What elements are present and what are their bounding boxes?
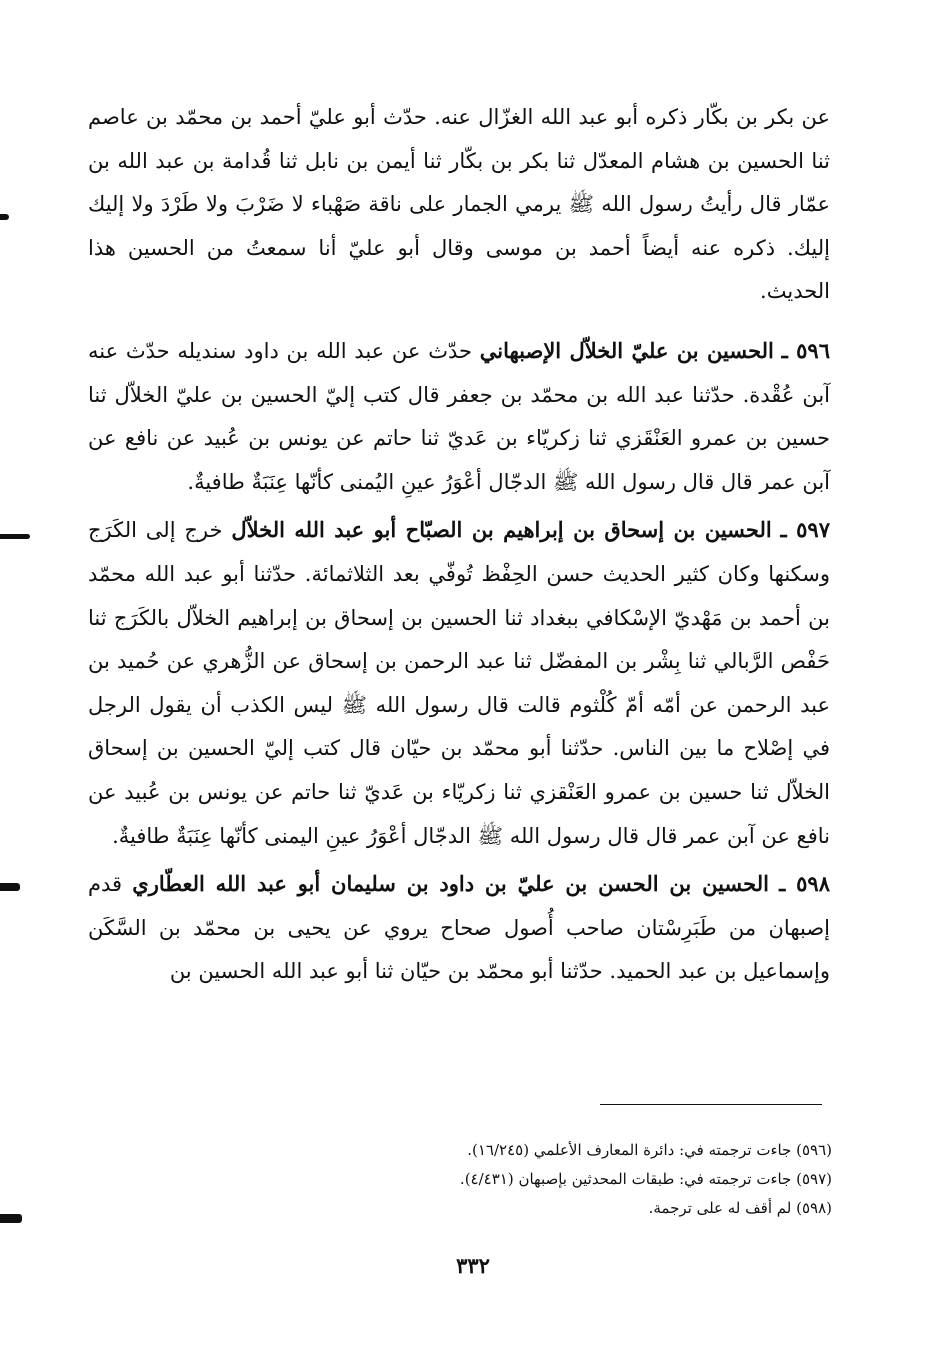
entry-text: حدّث عن عبد الله بن داود سنديله حدّث عنه آبن عُقْدة. حدّثنا عبد الله بن محمّد بن جعفر قال كتب إليّ الحسين بن عليّ الخلاّل ثنا حسين بن عمرو العَنْقَزي ثنا زكريّاء بن عَديّ ثنا حاتم عن يونس بن عُبيد عن نافع عن آبن عمر قال قال رسول الله ﷺ الدجّال أعْوَرُ عينِ اليُمنى كأنّها عِنَبَةٌ طافيةٌ.	[88, 338, 830, 494]
entry-heading: الحسين بن إسحاق بن إبراهيم بن الصبّاح أبو عبد الله الخلاّل	[231, 517, 772, 543]
entry-number: ٥٩٧ ـ	[780, 517, 830, 543]
entry-heading: الحسين بن الحسن بن عليّ بن داود بن سليمان أبو عبد الله العطّاري	[132, 871, 769, 897]
entry-598	[88, 862, 830, 994]
scan-edge-mark	[0, 883, 20, 891]
page-number: ٣٣٢	[456, 1253, 490, 1278]
scan-edge-mark	[0, 534, 30, 539]
entry-597	[88, 508, 830, 858]
footnote-598: (٥٩٨) لم أقف له على ترجمة.	[648, 1199, 832, 1217]
entry-text: خرج إلى الكَرَج وسكنها وكان كثير الحديث حسن الحِفْظ تُوفّي بعد الثلاثمائة. حدّثنا أبو عبد الله محمّد بن أحمد بن مَهْديّ الإسْكافي ببغداد ثنا الحسين بن إسحاق بن إبراهيم الخلاّل بالكَرَج ثنا حَفْص الرَّبالي ثنا بِشْر بن المفضّل ثنا عبد الرحمن بن إسحاق عن الزُّهري عن حُميد بن عبد الرحمن عن أمّه أمّ كُلْثوم قالت قال رسول الله ﷺ ليس الكذب أن يقول الرجل في إصْلاح ما بين الناس. حدّثنا أبو محمّد بن حيّان قال كتب إليّ الحسين بن إسحاق الخلاّل ثنا حسين بن عمرو العَنْقزي ثنا زكريّاء بن عَديّ ثنا حاتم عن يونس بن عُبيد عن نافع عن آبن عمر قال قال رسول الله ﷺ الدجّال أعْوَرُ عينِ اليمنى كأنّها عِنَبَةٌ طافيةٌ.	[88, 518, 830, 848]
footnote-597: (٥٩٧) جاءت ترجمته في: طبقات المحدثين بإصبهان (٤/٤٣١).	[459, 1170, 832, 1188]
main-text	[88, 96, 830, 994]
paragraph-text: عن بكر بن بكّار ذكره أبو عبد الله الغزّال عنه. حدّث أبو عليّ أحمد بن محمّد بن عاصم ثنا الحسين بن هشام المعدّل ثنا بكر بن بكّار ثنا أيمن بن نابل ثنا قُدامة بن عبد الله بن عمّار قال رأيتُ رسول الله ﷺ يرمي الجمار على ناقة صَهْباء لا ضَرْبَ ولا طَرْدَ ولا إليك إليك. ذكره عنه أيضاً أحمد بن موسى وقال أبو عليّ أنا سمعتُ من الحسين هذا الحديث.	[88, 105, 830, 304]
entry-text: قدم إصبهان من طَبَرِسْتان صاحب أُصول صحاح يروي عن يحيى بن محمّد بن السَّكَن وإسماعيل بن عبد الحميد. حدّثنا أبو محمّد بن حيّان ثنا أبو عبد الله الحسين بن	[88, 872, 830, 984]
scan-edge-mark	[0, 1214, 22, 1223]
entry-heading: الحسين بن عليّ الخلاّل الإصبهاني	[479, 337, 774, 363]
scan-edge-mark	[0, 214, 9, 220]
footnote-596: (٥٩٦) جاءت ترجمته في: دائرة المعارف الأعلمي (١٦/٢٤٥).	[467, 1141, 832, 1159]
footnote-divider	[600, 1104, 822, 1105]
footnotes	[380, 1136, 832, 1223]
entry-596	[88, 329, 830, 504]
entry-number: ٥٩٨ ـ	[779, 871, 830, 897]
paragraph-continuation	[88, 96, 830, 314]
entry-number: ٥٩٦ ـ	[781, 337, 830, 363]
